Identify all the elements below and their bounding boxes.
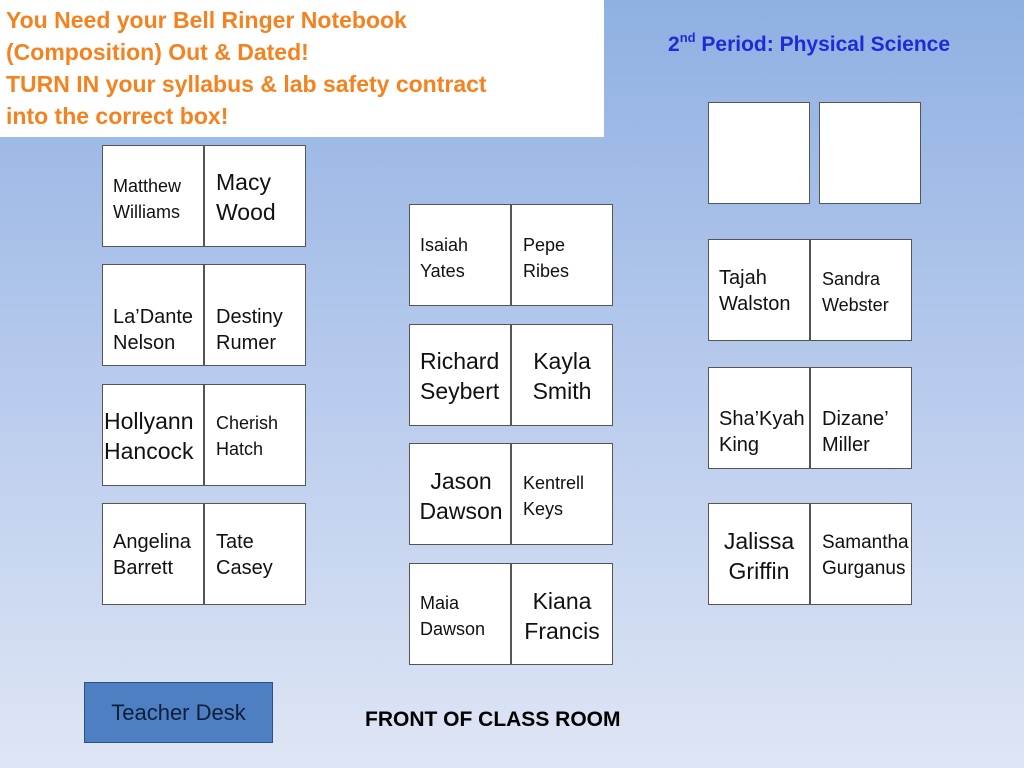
seat-name: Pepe Ribes [523, 235, 570, 281]
seat-name: Cherish Hatch [216, 413, 279, 459]
front-of-classroom-label: FRONT OF CLASS ROOM [365, 708, 621, 731]
seat-name: La’Dante Nelson [113, 306, 194, 354]
banner-line-2: (Composition) Out & Dated! [6, 39, 309, 65]
seat-name: Kentrell Keys [523, 473, 585, 519]
seat-name: Samantha Gurganus [822, 532, 909, 579]
banner-line-1: You Need your Bell Ringer Notebook [6, 7, 407, 33]
seat-name: Jalissa Griffin [723, 528, 795, 584]
seat-name: Richard Seybert [420, 348, 500, 404]
banner-line-3: TURN IN your syllabus & lab safety contract [6, 71, 487, 97]
teacher-desk: Teacher Desk [84, 682, 273, 743]
seat-name: Tajah Walston [719, 267, 791, 315]
banner-line-4: into the correct box! [6, 103, 229, 129]
seat-name: Sha’Kyah King [719, 408, 805, 456]
seat-name: Sandra Webster [822, 269, 889, 315]
period-number: 2 [668, 33, 680, 56]
seat-name: Macy Wood [216, 169, 276, 225]
seat-name: Hollyann Hancock [104, 408, 194, 464]
seat-name: Jason Dawson [419, 468, 503, 524]
seat-name: Tate Casey [216, 531, 273, 579]
seat-name: Isaiah Yates [420, 235, 469, 281]
seat-name: Matthew Williams [113, 176, 182, 222]
seat-name: Kiana Francis [524, 588, 600, 644]
seat-name: Destiny Rumer [216, 306, 283, 354]
seat-name: Maia Dawson [420, 593, 486, 639]
desk-empty [708, 102, 810, 204]
period-subject: Period: Physical Science [695, 33, 951, 56]
period-suffix: nd [679, 30, 696, 45]
instructions-banner [0, 0, 604, 137]
seat-name: Dizane’ Miller [822, 408, 889, 456]
seat-name: Angelina Barrett [113, 531, 191, 579]
seat-name: Kayla Smith [532, 348, 592, 404]
desk-empty [819, 102, 921, 204]
period-title [668, 30, 951, 57]
